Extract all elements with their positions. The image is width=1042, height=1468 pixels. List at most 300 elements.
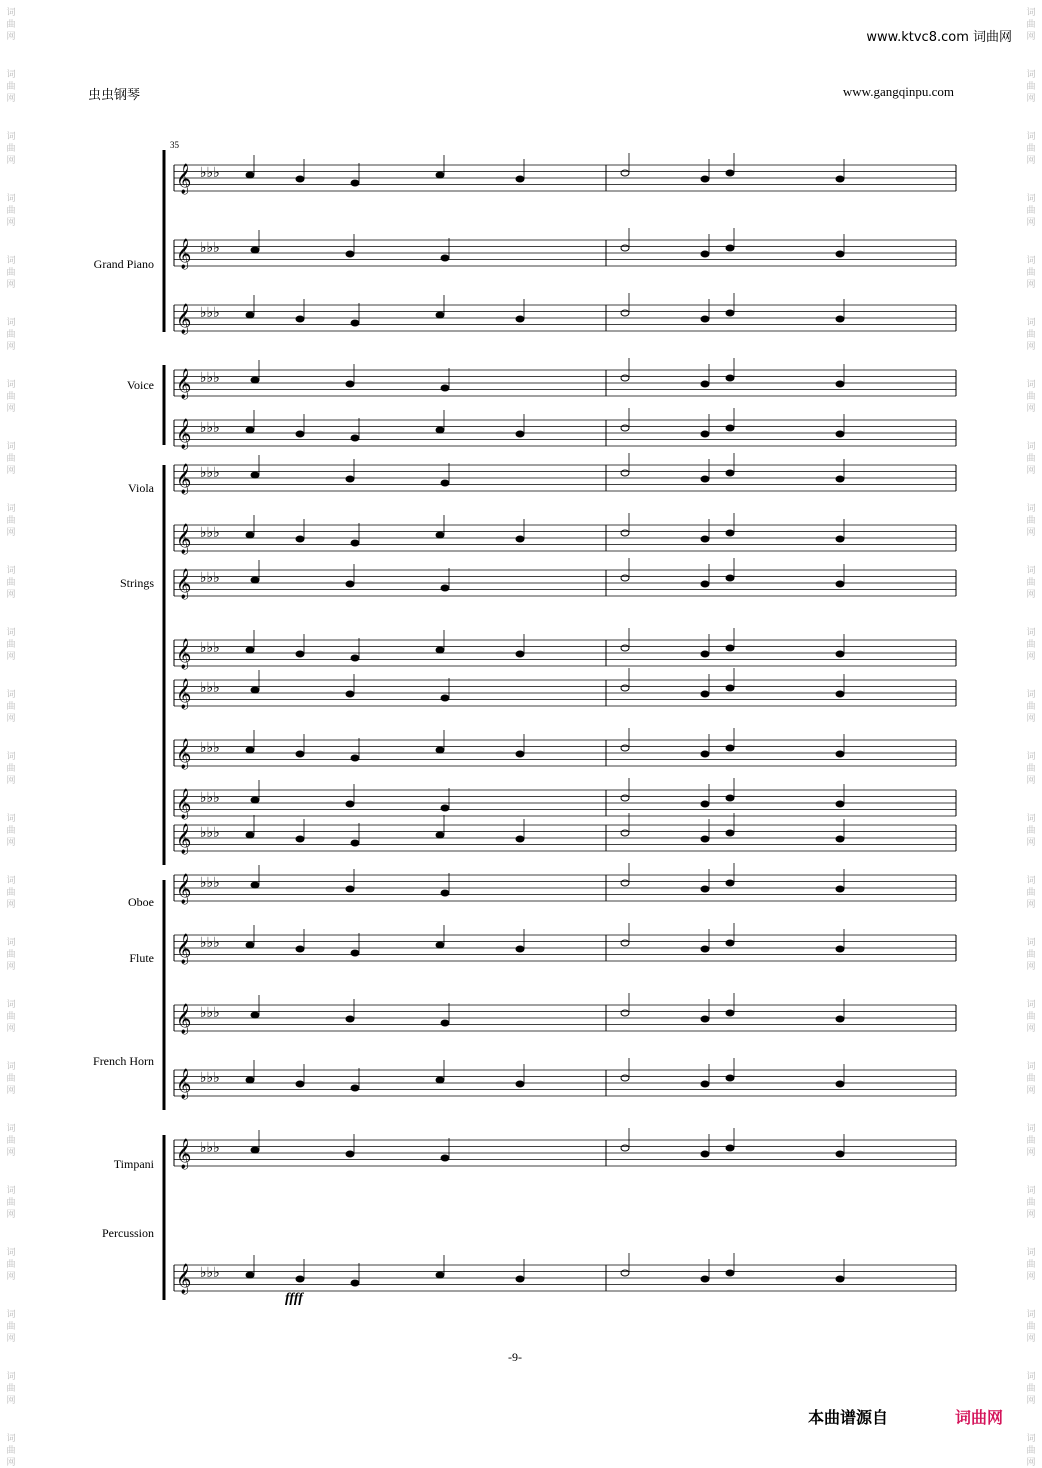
key-signature-flats: ♭♭♭: [200, 370, 220, 386]
note-head: [516, 1081, 524, 1087]
clef-symbol: 𝄞: [176, 164, 192, 194]
watermark-glyph: 曲: [1026, 516, 1036, 526]
watermark-glyph: 曲: [1026, 764, 1036, 774]
watermark-glyph: 词: [6, 318, 16, 328]
watermark-glyph: 词: [6, 1434, 16, 1444]
instrument-label-oboe: Oboe: [128, 895, 154, 909]
note-head: [441, 890, 449, 896]
watermark-glyph: 网: [6, 466, 16, 476]
watermark-glyph: 词: [1026, 8, 1036, 18]
note-head: [726, 830, 734, 836]
watermark-glyph: 网: [6, 1024, 16, 1034]
clef-symbol: 𝄞: [176, 524, 192, 554]
watermark-glyph: 网: [1026, 1148, 1036, 1158]
watermark-glyph: 曲: [6, 454, 16, 464]
watermark-glyph: 词: [6, 8, 16, 18]
note-head: [516, 836, 524, 842]
note-head: [836, 946, 844, 952]
watermark-glyph: 曲: [1026, 640, 1036, 650]
instrument-label-grand-piano: Grand Piano: [93, 257, 154, 271]
watermark-glyph: 网: [6, 218, 16, 228]
watermark-glyph: 词: [6, 256, 16, 266]
watermark-glyph: 网: [1026, 404, 1036, 414]
watermark-glyph: 曲: [6, 950, 16, 960]
note-head: [726, 880, 734, 886]
note-head: [836, 1276, 844, 1282]
watermark-glyph: 曲: [6, 702, 16, 712]
note-head: [436, 1272, 444, 1278]
watermark-glyph: 曲: [6, 888, 16, 898]
note-head: [246, 1272, 254, 1278]
note-head: [251, 377, 259, 383]
watermark-glyph: 网: [1026, 342, 1036, 352]
note-head: [726, 1270, 734, 1276]
note-head: [701, 886, 709, 892]
key-signature-flats: ♭♭♭: [200, 570, 220, 586]
watermark-glyph: 网: [6, 1272, 16, 1282]
watermark-glyph: 网: [1026, 1458, 1036, 1468]
note-head: [346, 251, 354, 257]
instrument-label-flute: Flute: [129, 951, 154, 965]
watermark-glyph: 网: [1026, 218, 1036, 228]
watermark-glyph: 词: [1026, 1124, 1036, 1134]
clef-symbol: 𝄞: [176, 934, 192, 964]
note-head: [836, 751, 844, 757]
note-head: [516, 431, 524, 437]
watermark-glyph: 网: [6, 962, 16, 972]
clef-symbol: 𝄞: [176, 1004, 192, 1034]
note-head: [836, 1081, 844, 1087]
clef-symbol: 𝄞: [176, 874, 192, 904]
note-head: [701, 1081, 709, 1087]
note-head: [516, 651, 524, 657]
watermark-glyph: 词: [1026, 504, 1036, 514]
note-head: [246, 172, 254, 178]
note-head: [246, 832, 254, 838]
note-head: [621, 1270, 629, 1276]
note-head: [621, 245, 629, 251]
note-head: [246, 312, 254, 318]
key-signature-flats: ♭♭♭: [200, 825, 220, 841]
measure-number: 35: [170, 140, 179, 150]
note-head: [836, 886, 844, 892]
watermark-glyph: 词: [6, 690, 16, 700]
watermark-glyph: 网: [1026, 714, 1036, 724]
watermark-glyph: 网: [1026, 1024, 1036, 1034]
watermark-glyph: 词: [6, 1248, 16, 1258]
note-head: [726, 425, 734, 431]
watermark-glyph: 词: [1026, 1434, 1036, 1444]
instrument-label-french-horn: French Horn: [93, 1054, 154, 1068]
note-head: [516, 536, 524, 542]
watermark-glyph: 网: [6, 280, 16, 290]
instrument-label-percussion: Percussion: [102, 1226, 154, 1240]
watermark-glyph: 曲: [1026, 578, 1036, 588]
note-head: [441, 695, 449, 701]
note-head: [836, 251, 844, 257]
note-head: [836, 431, 844, 437]
note-head: [701, 1151, 709, 1157]
watermark-glyph: 网: [6, 1396, 16, 1406]
note-head: [701, 581, 709, 587]
watermark-glyph: 网: [6, 404, 16, 414]
note-head: [436, 747, 444, 753]
note-head: [251, 1012, 259, 1018]
note-head: [726, 645, 734, 651]
watermark-glyph: 词: [6, 628, 16, 638]
note-head: [701, 836, 709, 842]
watermark-glyph: 曲: [6, 1198, 16, 1208]
note-head: [346, 476, 354, 482]
note-head: [346, 801, 354, 807]
watermark-glyph: 词: [1026, 1248, 1036, 1258]
note-head: [701, 176, 709, 182]
watermark-glyph: 网: [6, 838, 16, 848]
note-head: [836, 476, 844, 482]
note-head: [726, 1010, 734, 1016]
watermark-glyph: 网: [1026, 94, 1036, 104]
watermark-glyph: 词: [1026, 814, 1036, 824]
watermark-glyph: 词: [1026, 938, 1036, 948]
watermark-glyph: 词: [6, 566, 16, 576]
note-head: [246, 427, 254, 433]
watermark-glyph: 曲: [1026, 1198, 1036, 1208]
note-head: [621, 645, 629, 651]
note-head: [296, 946, 304, 952]
note-head: [726, 795, 734, 801]
watermark-glyph: 词: [1026, 1062, 1036, 1072]
note-head: [621, 940, 629, 946]
note-head: [351, 180, 359, 186]
note-head: [701, 946, 709, 952]
key-signature-flats: ♭♭♭: [200, 525, 220, 541]
note-head: [296, 1081, 304, 1087]
watermark-glyph: 词: [1026, 380, 1036, 390]
note-head: [836, 836, 844, 842]
clef-symbol: 𝄞: [176, 464, 192, 494]
watermark-glyph: 网: [6, 156, 16, 166]
note-head: [436, 532, 444, 538]
note-head: [621, 170, 629, 176]
note-head: [296, 431, 304, 437]
watermark-glyph: 网: [6, 342, 16, 352]
watermark-glyph: 网: [1026, 1396, 1036, 1406]
note-head: [621, 880, 629, 886]
watermark-glyph: 曲: [1026, 826, 1036, 836]
note-head: [836, 381, 844, 387]
watermark-glyph: 网: [6, 1458, 16, 1468]
clef-symbol: 𝄞: [176, 369, 192, 399]
watermark-glyph: 网: [6, 900, 16, 910]
note-head: [726, 530, 734, 536]
watermark-glyph: 网: [1026, 962, 1036, 972]
watermark-glyph: 词: [1026, 1186, 1036, 1196]
key-signature-flats: ♭♭♭: [200, 465, 220, 481]
watermark-glyph: 曲: [6, 764, 16, 774]
note-head: [621, 375, 629, 381]
watermark-glyph: 词: [1026, 1310, 1036, 1320]
note-head: [701, 431, 709, 437]
note-head: [701, 1016, 709, 1022]
watermark-glyph: 曲: [1026, 950, 1036, 960]
note-head: [296, 836, 304, 842]
note-head: [436, 312, 444, 318]
instrument-label-voice: Voice: [126, 378, 154, 392]
note-head: [436, 942, 444, 948]
note-head: [351, 435, 359, 441]
note-head: [441, 1020, 449, 1026]
note-head: [296, 536, 304, 542]
note-head: [726, 575, 734, 581]
clef-symbol: 𝄞: [176, 739, 192, 769]
staff-lines: [164, 150, 956, 1300]
note-head: [726, 1075, 734, 1081]
watermark-glyph: 词: [6, 442, 16, 452]
note-head: [251, 687, 259, 693]
clef-symbol: 𝄞: [176, 419, 192, 449]
watermark-glyph: 词: [6, 1310, 16, 1320]
note-head: [726, 310, 734, 316]
note-head: [351, 1085, 359, 1091]
note-head: [726, 745, 734, 751]
note-head: [836, 691, 844, 697]
watermark-glyph: 网: [6, 714, 16, 724]
watermark-glyph: 曲: [6, 1384, 16, 1394]
note-head: [726, 940, 734, 946]
note-head: [621, 685, 629, 691]
clef-symbol: 𝄞: [176, 789, 192, 819]
note-head: [726, 375, 734, 381]
note-head: [621, 1145, 629, 1151]
watermark-glyph: 曲: [6, 1136, 16, 1146]
footer-source-site[interactable]: 词曲网: [955, 1408, 1004, 1427]
note-head: [836, 651, 844, 657]
key-signature-flats: ♭♭♭: [200, 935, 220, 951]
note-head: [436, 427, 444, 433]
notes-layer: [246, 153, 844, 1286]
clef-symbol: 𝄞: [176, 824, 192, 854]
note-head: [351, 320, 359, 326]
note-head: [296, 651, 304, 657]
note-head: [346, 1016, 354, 1022]
watermark-glyph: 曲: [1026, 454, 1036, 464]
top-right-site-link[interactable]: www.ktvc8.com 词曲网: [866, 30, 1012, 45]
watermark-glyph: 网: [6, 776, 16, 786]
watermark-glyph: 网: [1026, 280, 1036, 290]
note-head: [836, 801, 844, 807]
note-head: [516, 176, 524, 182]
key-signature-flats: ♭♭♭: [200, 640, 220, 656]
note-head: [441, 385, 449, 391]
clef-symbol: 𝄞: [176, 304, 192, 334]
clef-symbol: 𝄞: [176, 1139, 192, 1169]
note-head: [516, 751, 524, 757]
note-head: [246, 647, 254, 653]
clef-symbol: 𝄞: [176, 1264, 192, 1294]
watermark-glyph: 曲: [6, 1012, 16, 1022]
note-head: [621, 1010, 629, 1016]
key-signature-flats: ♭♭♭: [200, 165, 220, 181]
watermark-glyph: 曲: [1026, 330, 1036, 340]
note-head: [296, 1276, 304, 1282]
watermark-glyph: 曲: [1026, 1074, 1036, 1084]
watermark-glyph: 词: [6, 1186, 16, 1196]
watermark-glyph: 网: [1026, 528, 1036, 538]
note-head: [351, 755, 359, 761]
note-head: [441, 1155, 449, 1161]
note-head: [726, 170, 734, 176]
instrument-label-strings: Strings: [119, 576, 154, 590]
key-signature-flats: ♭♭♭: [200, 1005, 220, 1021]
watermark-glyph: 曲: [1026, 144, 1036, 154]
watermark-glyph: 词: [1026, 442, 1036, 452]
note-head: [346, 381, 354, 387]
note-head: [621, 310, 629, 316]
watermark-glyph: 曲: [6, 1322, 16, 1332]
note-head: [346, 886, 354, 892]
watermark-glyph: 网: [1026, 900, 1036, 910]
key-signature-flats: ♭♭♭: [200, 1265, 220, 1281]
note-head: [516, 316, 524, 322]
watermark-glyph: 曲: [6, 1074, 16, 1084]
note-head: [436, 1077, 444, 1083]
watermark-glyph: 曲: [6, 144, 16, 154]
note-head: [246, 942, 254, 948]
note-head: [701, 536, 709, 542]
note-head: [621, 530, 629, 536]
dynamic-ffff-bottom: ffff: [285, 1291, 303, 1306]
watermark-glyph: 曲: [1026, 392, 1036, 402]
watermark-glyph: 词: [6, 194, 16, 204]
note-head: [621, 795, 629, 801]
note-head: [701, 751, 709, 757]
note-head: [726, 1145, 734, 1151]
watermark-glyph: 词: [6, 504, 16, 514]
note-head: [516, 946, 524, 952]
page-number: -9-: [508, 1350, 522, 1364]
note-head: [701, 801, 709, 807]
watermark-glyph: 网: [6, 528, 16, 538]
watermark-glyph: 网: [6, 652, 16, 662]
note-head: [726, 470, 734, 476]
footer-source-label: 本曲谱源自: [808, 1408, 889, 1427]
note-head: [836, 1016, 844, 1022]
watermark-glyph: 曲: [1026, 1012, 1036, 1022]
note-head: [836, 581, 844, 587]
note-head: [251, 882, 259, 888]
watermark-glyph: 网: [1026, 776, 1036, 786]
note-head: [251, 797, 259, 803]
watermark-glyph: 曲: [1026, 1446, 1036, 1456]
watermark-glyph: 曲: [1026, 1260, 1036, 1270]
watermark-glyph: 词: [1026, 690, 1036, 700]
key-signature-flats: ♭♭♭: [200, 790, 220, 806]
note-head: [296, 176, 304, 182]
clef-symbol: 𝄞: [176, 679, 192, 709]
note-head: [516, 1276, 524, 1282]
watermark-glyph: 网: [1026, 1086, 1036, 1096]
key-signature-flats: ♭♭♭: [200, 740, 220, 756]
watermark-glyph: 曲: [6, 206, 16, 216]
watermark-glyph: 词: [6, 814, 16, 824]
watermark-glyph: 网: [6, 1086, 16, 1096]
clef-symbol: 𝄞: [176, 1069, 192, 1099]
watermark-glyph: 曲: [6, 82, 16, 92]
watermark-glyph: 词: [6, 752, 16, 762]
note-head: [621, 745, 629, 751]
instrument-label-timpani: Timpani: [113, 1157, 154, 1171]
note-head: [436, 172, 444, 178]
watermark-glyph: 词: [6, 938, 16, 948]
watermark-glyph: 曲: [1026, 888, 1036, 898]
note-head: [351, 540, 359, 546]
note-head: [836, 1151, 844, 1157]
note-head: [351, 840, 359, 846]
watermark-glyph: 词: [1026, 1000, 1036, 1010]
watermark-glyph: 曲: [6, 20, 16, 30]
note-head: [346, 1151, 354, 1157]
note-head: [621, 830, 629, 836]
note-head: [246, 747, 254, 753]
note-head: [836, 176, 844, 182]
watermark-glyph: 曲: [6, 330, 16, 340]
watermark-glyph: 词: [1026, 70, 1036, 80]
watermark-glyph: 曲: [6, 578, 16, 588]
watermark-glyph: 网: [1026, 466, 1036, 476]
watermark-glyph: 曲: [6, 1260, 16, 1270]
watermark-glyph: 网: [6, 1334, 16, 1344]
watermark-glyph: 曲: [1026, 1136, 1036, 1146]
watermark-glyph: 曲: [6, 516, 16, 526]
note-head: [701, 476, 709, 482]
watermark-glyph: 曲: [1026, 1384, 1036, 1394]
watermark-glyph: 词: [6, 1062, 16, 1072]
watermark-glyph: 网: [1026, 590, 1036, 600]
note-head: [726, 245, 734, 251]
watermark-glyph: 曲: [6, 392, 16, 402]
note-head: [621, 575, 629, 581]
note-head: [701, 651, 709, 657]
key-signature-flats: ♭♭♭: [200, 875, 220, 891]
watermark-glyph: 词: [1026, 318, 1036, 328]
note-head: [246, 1077, 254, 1083]
watermark-glyph: 词: [6, 132, 16, 142]
header-site-right[interactable]: www.gangqinpu.com: [842, 84, 954, 99]
watermark-glyph: 曲: [1026, 82, 1036, 92]
watermark-glyph: 网: [1026, 1272, 1036, 1282]
clef-symbol: 𝄞: [176, 569, 192, 599]
note-head: [701, 316, 709, 322]
key-signature-flats: ♭♭♭: [200, 1140, 220, 1156]
watermark-glyph: 网: [1026, 156, 1036, 166]
note-head: [436, 647, 444, 653]
watermark-glyph: 词: [6, 1372, 16, 1382]
note-head: [351, 950, 359, 956]
watermark-glyph: 曲: [1026, 1322, 1036, 1332]
note-head: [621, 1075, 629, 1081]
note-head: [701, 1276, 709, 1282]
note-head: [351, 655, 359, 661]
watermark-glyph: 网: [6, 32, 16, 42]
watermark-glyph: 词: [6, 1000, 16, 1010]
key-signature-flats: ♭♭♭: [200, 240, 220, 256]
key-signature-flats: ♭♭♭: [200, 680, 220, 696]
note-head: [836, 316, 844, 322]
watermark-glyph: 网: [6, 590, 16, 600]
note-head: [296, 316, 304, 322]
note-head: [621, 470, 629, 476]
watermark-glyph: 曲: [1026, 702, 1036, 712]
